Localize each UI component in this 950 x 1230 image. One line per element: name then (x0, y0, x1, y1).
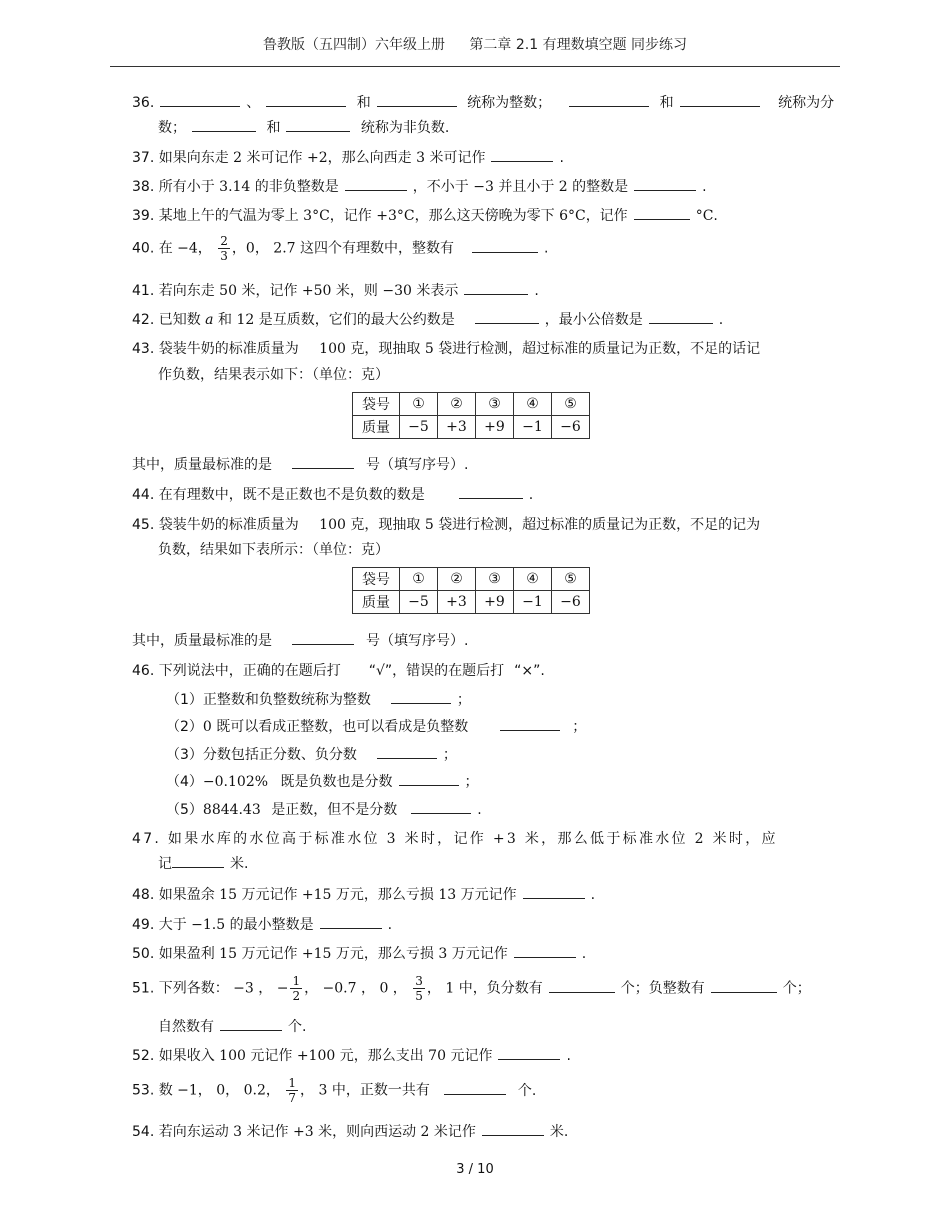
answer-blank[interactable] (345, 178, 407, 191)
page-number: 3 / 10 (456, 1162, 494, 1177)
table-cell: ③ (476, 568, 514, 591)
answer-blank[interactable] (459, 486, 523, 499)
table-cell: ⑤ (552, 568, 590, 591)
answer-blank[interactable] (391, 691, 451, 704)
book-title: 鲁教版（五四制）六年级上册 (262, 37, 445, 53)
answer-blank[interactable] (472, 240, 538, 253)
question-42: 42. 已知数 a 和 12 是互质数，它们的最大公约数是 ，最小公倍数是 . (132, 312, 724, 328)
answer-blank[interactable] (286, 119, 350, 132)
question-52: 52. 如果收入 100 元记作 +100 元，那么支出 70 元记作 . (132, 1048, 571, 1064)
question-37: 37. 如果向东走 2 米可记作 +2，那么向西走 3 米可记作 . (132, 150, 564, 166)
answer-blank[interactable] (649, 311, 713, 324)
fraction: $\frac{3}{5}$ (415, 974, 423, 1003)
table-cell: −1 (514, 416, 552, 439)
answer-blank[interactable] (491, 149, 553, 162)
question-46-item-3: （3）分数包括正分数、负分数 ； (166, 747, 457, 763)
answer-blank[interactable] (711, 980, 777, 993)
table-cell: −6 (552, 416, 590, 439)
answer-blank[interactable] (569, 94, 649, 107)
answer-blank[interactable] (160, 94, 240, 107)
question-43-cont: 作负数，结果表示如下：（单位：克） (158, 367, 389, 383)
table-cell: +3 (438, 416, 476, 439)
answer-blank[interactable] (523, 886, 585, 899)
page-header (0, 34, 950, 54)
answer-blank[interactable] (680, 94, 760, 107)
table-cell: −6 (552, 591, 590, 614)
table-cell: ④ (514, 393, 552, 416)
milk-table-2 (352, 567, 590, 614)
question-51: 51. 下列各数： −3 ， − $\frac{1}{2}$ ， −0.7 ， 0 ， $\frac{3}{5}$ ， 1 中，负分数有 个；负整数有 个； (132, 974, 811, 1003)
table-header-mass: 质量 (353, 591, 400, 614)
answer-blank[interactable] (634, 207, 690, 220)
answer-blank[interactable] (444, 1082, 506, 1095)
question-36-cont: 数； 和 统称为非负数. (158, 120, 450, 136)
answer-blank[interactable] (549, 980, 615, 993)
table-cell: ⑤ (552, 393, 590, 416)
fraction: $\frac{1}{2}$ (292, 974, 301, 1003)
question-47-cont: 记 米. (158, 856, 249, 872)
answer-blank[interactable] (498, 1047, 560, 1060)
header-divider (110, 66, 840, 67)
answer-blank[interactable] (172, 855, 224, 868)
question-43-tail: 其中，质量最标准的是 号（填写序号）. (132, 457, 469, 473)
question-51-cont: 自然数有 个. (158, 1019, 307, 1035)
question-40: 40. 在 −4， $\frac{2}{3}$ ，0， 2.7 这四个有理数中，整数有 . (132, 234, 549, 263)
table-header-bag: 袋号 (353, 568, 400, 591)
question-44: 44. 在有理数中，既不是正数也不是负数的数是 . (132, 487, 534, 503)
table-cell: ② (438, 393, 476, 416)
table-cell: +3 (438, 591, 476, 614)
table-cell: ② (438, 568, 476, 591)
question-45: 45. 袋装牛奶的标准质量为 100 克，现抽取 5 袋进行检测，超过标准的质量记为正数，不足的记为 (132, 517, 761, 533)
table-cell: +9 (476, 591, 514, 614)
table-cell: ① (400, 393, 438, 416)
fraction: $\frac{1}{7}$ (288, 1076, 296, 1105)
question-45-tail: 其中，质量最标准的是 号（填写序号）. (132, 633, 469, 649)
answer-blank[interactable] (464, 282, 528, 295)
question-47: 47. 如果水库的水位高于标准水位 3 米时，记作 +3 米，那么低于标准水位 2 米时，应 (132, 831, 778, 847)
answer-blank[interactable] (192, 119, 256, 132)
fraction: $\frac{2}{3}$ (220, 234, 228, 263)
answer-blank[interactable] (266, 94, 346, 107)
question-46-item-1: （1）正整数和负整数统称为整数 ； (166, 692, 471, 708)
question-45-cont: 负数，结果如下表所示：（单位：克） (158, 542, 389, 558)
question-41: 41. 若向东走 50 米，记作 +50 米，则 −30 米表示 . (132, 283, 539, 299)
answer-blank[interactable] (634, 178, 696, 191)
answer-blank[interactable] (514, 945, 576, 958)
answer-blank[interactable] (220, 1018, 282, 1031)
question-49: 49. 大于 −1.5 的最小整数是 . (132, 917, 393, 933)
table-cell: ③ (476, 393, 514, 416)
table-cell: +9 (476, 416, 514, 439)
question-50: 50. 如果盈利 15 万元记作 +15 万元，那么亏损 3 万元记作 . (132, 946, 587, 962)
question-46: 46. 下列说法中，正确的在题后打 “√”，错误的在题后打 “×”. (132, 663, 545, 679)
answer-blank[interactable] (377, 746, 437, 759)
answer-blank[interactable] (399, 773, 459, 786)
question-54: 54. 若向东运动 3 米记作 +3 米，则向西运动 2 米记作 米. (132, 1124, 569, 1140)
question-46-item-4: （4）−0.102% 既是负数也是分数 ； (166, 774, 479, 790)
table-cell: ④ (514, 568, 552, 591)
table-cell: ① (400, 568, 438, 591)
question-39: 39. 某地上午的气温为零上 3°C，记作 +3°C，那么这天傍晚为零下 6°C，记作 °C. (132, 208, 718, 224)
table-header-bag: 袋号 (353, 393, 400, 416)
answer-blank[interactable] (482, 1123, 544, 1136)
question-53: 53. 数 −1， 0， 0.2， $\frac{1}{7}$ ， 3 中，正数一共有 个. (132, 1076, 537, 1105)
question-46-item-2: （2）0 既可以看成正整数，也可以看成是负整数 ； (166, 719, 587, 735)
question-36: 36. 、 和 统称为整数； 和 统称为分 (132, 95, 835, 111)
table-cell: −5 (400, 416, 438, 439)
answer-blank[interactable] (292, 456, 354, 469)
table-cell: −1 (514, 591, 552, 614)
question-48: 48. 如果盈余 15 万元记作 +15 万元，那么亏损 13 万元记作 . (132, 887, 596, 903)
table-cell: −5 (400, 591, 438, 614)
question-38: 38. 所有小于 3.14 的非负整数是 ，不小于 −3 并且小于 2 的整数是 . (132, 179, 707, 195)
question-43: 43. 袋装牛奶的标准质量为 100 克，现抽取 5 袋进行检测，超过标准的质量记为正数，不足的话记 (132, 341, 761, 357)
answer-blank[interactable] (475, 311, 539, 324)
question-46-item-5: （5）8844.43 是正数，但不是分数 . (166, 802, 482, 818)
table-header-mass: 质量 (353, 416, 400, 439)
answer-blank[interactable] (292, 632, 354, 645)
chapter-title: 第二章 2.1 有理数填空题 同步练习 (469, 37, 688, 53)
answer-blank[interactable] (411, 801, 471, 814)
answer-blank[interactable] (500, 718, 560, 731)
answer-blank[interactable] (320, 916, 382, 929)
milk-table-1 (352, 392, 590, 439)
answer-blank[interactable] (377, 94, 457, 107)
